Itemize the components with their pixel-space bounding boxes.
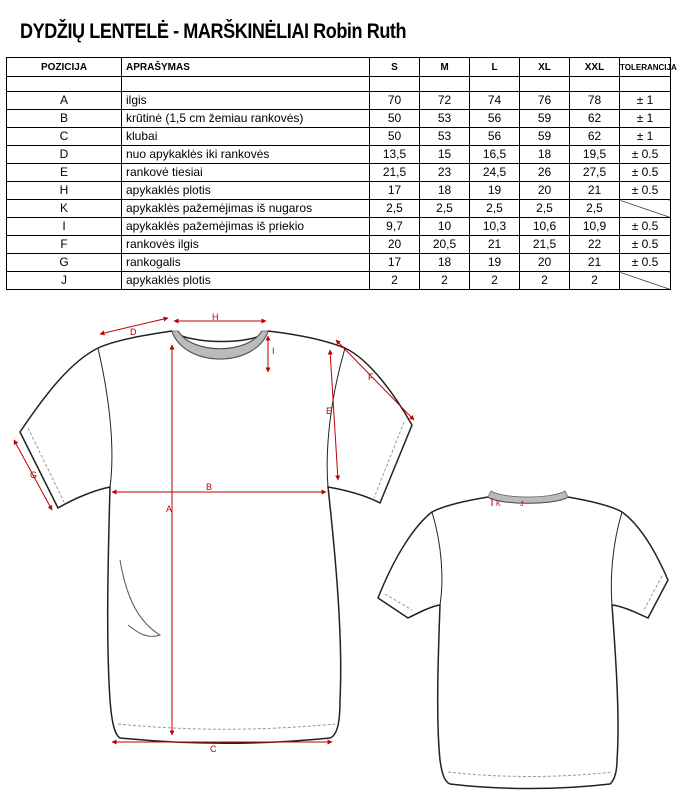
label-a: A — [166, 504, 173, 514]
row-tolerance — [620, 200, 671, 218]
row-description: apykaklės plotis — [122, 272, 370, 290]
row-tolerance — [620, 272, 671, 290]
row-value: 2,5 — [520, 200, 570, 218]
label-k: K — [496, 501, 501, 508]
row-tolerance: ± 0.5 — [620, 164, 671, 182]
row-tolerance: ± 0.5 — [620, 182, 671, 200]
label-h: H — [212, 312, 219, 322]
row-value: 21 — [570, 182, 620, 200]
front-hem-stitch — [118, 724, 335, 729]
measure-line-f — [336, 340, 414, 420]
table-row — [7, 272, 671, 290]
row-description: rankovė tiesiai — [122, 164, 370, 182]
row-value: 18 — [420, 182, 470, 200]
front-collar-band — [172, 331, 268, 359]
header-tolerance: TOLERANCIJA — [620, 58, 671, 77]
row-value: 13,5 — [370, 146, 420, 164]
header-position: POZICIJA — [7, 58, 122, 77]
header-size-xl: XL — [520, 58, 570, 77]
row-value: 53 — [420, 110, 470, 128]
front-tshirt — [20, 331, 412, 743]
row-value: 18 — [420, 254, 470, 272]
front-cuff-right-stitch — [374, 422, 404, 498]
table-row — [7, 182, 671, 200]
label-e: E — [326, 406, 333, 416]
row-position: G — [7, 254, 122, 272]
row-value: 72 — [420, 92, 470, 110]
row-position: B — [7, 110, 122, 128]
row-description: apykaklės pažemėjimas iš priekio — [122, 218, 370, 236]
front-armhole-left — [98, 348, 112, 487]
front-body-outline — [20, 331, 412, 743]
row-value: 74 — [470, 92, 520, 110]
header-size-m: M — [420, 58, 470, 77]
row-description: nuo apykaklės iki rankovės — [122, 146, 370, 164]
row-position: H — [7, 182, 122, 200]
page-title: DYDŽIŲ LENTELĖ - MARŠKINĖLIAI Robin Ruth — [20, 20, 407, 43]
row-value: 21 — [570, 254, 620, 272]
row-value: 76 — [520, 92, 570, 110]
row-value: 24,5 — [470, 164, 520, 182]
label-c: C — [210, 744, 217, 754]
back-cuff-right-stitch — [644, 576, 662, 610]
row-value: 21,5 — [370, 164, 420, 182]
back-cuff-left-stitch — [385, 594, 412, 610]
label-j: J — [520, 501, 524, 508]
front-armhole-right — [327, 348, 345, 487]
row-value: 2 — [470, 272, 520, 290]
header-size-l: L — [470, 58, 520, 77]
row-value: 2 — [370, 272, 420, 290]
row-tolerance: ± 0.5 — [620, 236, 671, 254]
row-description: krūtinė (1,5 cm žemiau rankovės) — [122, 110, 370, 128]
row-value: 50 — [370, 128, 420, 146]
row-value: 22 — [570, 236, 620, 254]
row-value: 23 — [420, 164, 470, 182]
label-d: D — [130, 327, 137, 337]
row-value: 21 — [470, 236, 520, 254]
row-value: 50 — [370, 110, 420, 128]
row-description: rankovės ilgis — [122, 236, 370, 254]
table-row — [7, 146, 671, 164]
row-tolerance: ± 1 — [620, 128, 671, 146]
row-position: D — [7, 146, 122, 164]
row-value: 56 — [470, 128, 520, 146]
row-value: 59 — [520, 110, 570, 128]
row-position: K — [7, 200, 122, 218]
front-fold-line — [120, 560, 160, 636]
table-row — [7, 92, 671, 110]
row-value: 18 — [520, 146, 570, 164]
table-spacer-row — [7, 77, 671, 92]
row-value: 16,5 — [470, 146, 520, 164]
row-position: J — [7, 272, 122, 290]
row-value: 2,5 — [370, 200, 420, 218]
row-position: F — [7, 236, 122, 254]
table-header-row — [7, 58, 671, 77]
row-tolerance: ± 1 — [620, 92, 671, 110]
tshirt-diagram — [0, 300, 692, 800]
label-b: B — [206, 482, 213, 492]
table-row — [7, 110, 671, 128]
row-value: 10,6 — [520, 218, 570, 236]
row-value: 20 — [520, 254, 570, 272]
table-row — [7, 200, 671, 218]
back-armhole-left — [432, 512, 442, 605]
size-table — [6, 57, 677, 290]
label-f: F — [368, 372, 374, 382]
row-value: 20 — [370, 236, 420, 254]
row-value: 53 — [420, 128, 470, 146]
row-value: 10 — [420, 218, 470, 236]
row-value: 2,5 — [470, 200, 520, 218]
table-row — [7, 218, 671, 236]
row-value: 21,5 — [520, 236, 570, 254]
label-g: G — [30, 470, 38, 480]
back-body-outline — [378, 497, 668, 789]
row-position: I — [7, 218, 122, 236]
row-value: 15 — [420, 146, 470, 164]
row-description: ilgis — [122, 92, 370, 110]
row-value: 17 — [370, 254, 420, 272]
row-value: 56 — [470, 110, 520, 128]
label-i: I — [272, 346, 275, 356]
row-value: 10,9 — [570, 218, 620, 236]
row-value: 59 — [520, 128, 570, 146]
row-value: 27,5 — [570, 164, 620, 182]
row-value: 19 — [470, 182, 520, 200]
row-value: 19 — [470, 254, 520, 272]
row-value: 17 — [370, 182, 420, 200]
row-value: 19,5 — [570, 146, 620, 164]
row-value: 20,5 — [420, 236, 470, 254]
header-size-xxl: XXL — [570, 58, 620, 77]
row-value: 20 — [520, 182, 570, 200]
row-tolerance: ± 0.5 — [620, 254, 671, 272]
table-row — [7, 128, 671, 146]
row-description: apykaklės pažemėjimas iš nugaros — [122, 200, 370, 218]
row-value: 2 — [570, 272, 620, 290]
header-size-s: S — [370, 58, 420, 77]
row-tolerance: ± 1 — [620, 110, 671, 128]
back-armhole-right — [611, 512, 622, 605]
row-position: A — [7, 92, 122, 110]
row-value: 9,7 — [370, 218, 420, 236]
row-value: 62 — [570, 128, 620, 146]
row-value: 2 — [520, 272, 570, 290]
row-value: 78 — [570, 92, 620, 110]
row-value: 2,5 — [420, 200, 470, 218]
row-tolerance: ± 0.5 — [620, 218, 671, 236]
row-value: 26 — [520, 164, 570, 182]
row-value: 2 — [420, 272, 470, 290]
table-row — [7, 236, 671, 254]
row-description: apykaklės plotis — [122, 182, 370, 200]
row-value: 10,3 — [470, 218, 520, 236]
row-value: 2,5 — [570, 200, 620, 218]
row-description: klubai — [122, 128, 370, 146]
table-row — [7, 164, 671, 182]
front-cuff-left-stitch — [28, 428, 64, 502]
row-position: E — [7, 164, 122, 182]
row-tolerance: ± 0.5 — [620, 146, 671, 164]
row-value: 62 — [570, 110, 620, 128]
back-tshirt — [378, 497, 668, 789]
row-position: C — [7, 128, 122, 146]
header-description: APRAŠYMAS — [122, 58, 370, 77]
row-description: rankogalis — [122, 254, 370, 272]
row-value: 70 — [370, 92, 420, 110]
back-hem-stitch — [448, 772, 612, 777]
table-row — [7, 254, 671, 272]
